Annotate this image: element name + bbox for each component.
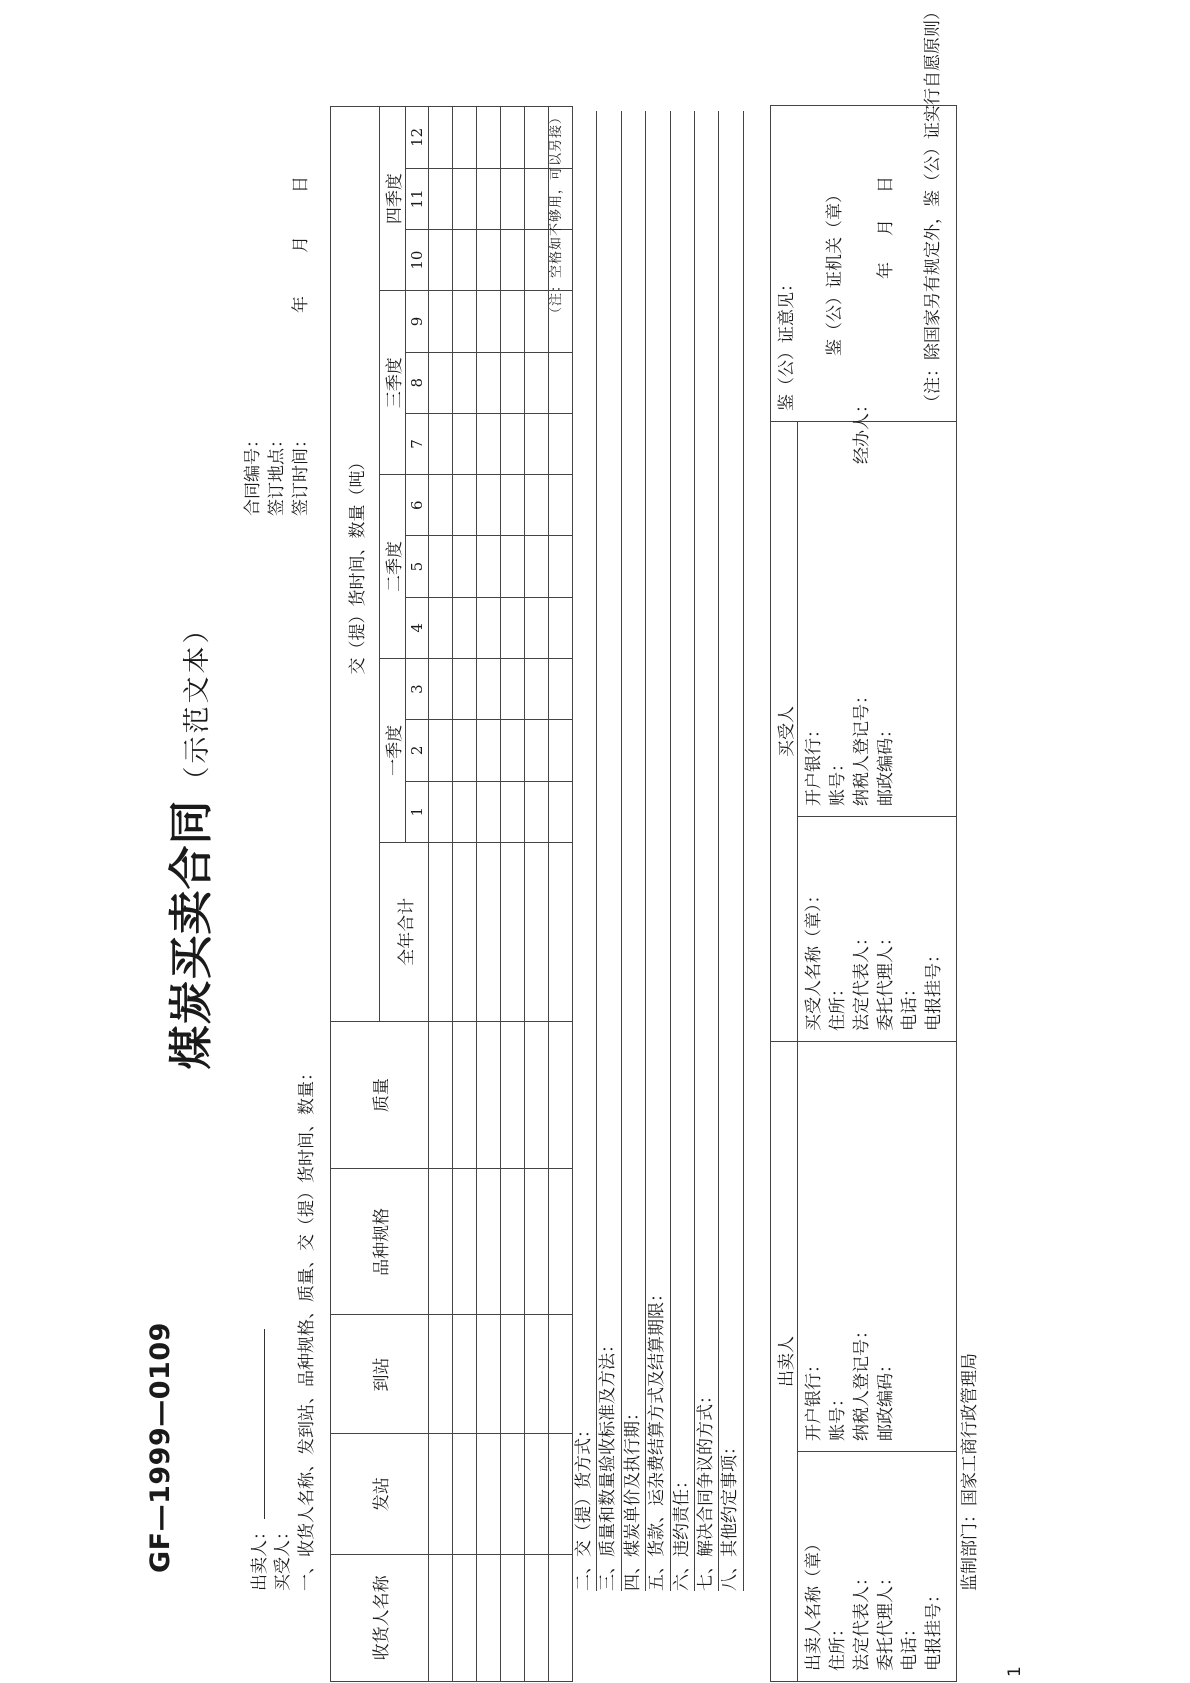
header-month: 3 xyxy=(406,658,429,719)
clause-7: 七、解决合同争议的方式： xyxy=(695,111,719,1591)
notary-month: 月 xyxy=(876,219,896,236)
table-row xyxy=(525,107,549,1682)
header-month: 7 xyxy=(406,413,429,474)
seller-agent-label: 委托代理人： xyxy=(876,1569,896,1671)
notary-date xyxy=(874,176,898,305)
notary-seal-label: 鉴（公）证机关（章） xyxy=(825,186,845,356)
signature-table xyxy=(770,3,957,1682)
seller-postcode-label: 邮政编码： xyxy=(876,1356,896,1441)
header-month: 6 xyxy=(406,475,429,536)
header-month: 9 xyxy=(406,291,429,352)
seller-address-label: 住所： xyxy=(828,1620,848,1671)
table-row xyxy=(477,107,501,1682)
document-code: GF—1999—0109 xyxy=(145,1322,176,1573)
header-month: 8 xyxy=(406,352,429,413)
contract-clauses xyxy=(573,111,744,1591)
notary-note: （注：除国家另有规定外，鉴（公）证实行自愿原则） xyxy=(923,3,943,411)
table-row xyxy=(453,107,477,1682)
document-title-block xyxy=(155,0,219,1683)
notary-section xyxy=(771,3,957,464)
header-month: 10 xyxy=(406,229,429,290)
document-title: 煤炭买卖合同 xyxy=(166,799,217,1070)
header-arrive-station: 到站 xyxy=(331,1315,429,1434)
header-q1: 一季度 xyxy=(380,658,406,842)
header-month: 5 xyxy=(406,536,429,597)
seller-label: 出卖人： xyxy=(250,1523,270,1591)
seller-fields xyxy=(798,1452,957,1682)
sign-place-label: 签订地点： xyxy=(267,431,287,516)
buyer-legal-rep-label: 法定代表人： xyxy=(852,929,872,1031)
clause-8: 八、其他约定事项： xyxy=(719,111,743,1591)
buyer-phone-label: 电话： xyxy=(900,980,920,1031)
clause-5: 五、货款、运杂费结算方式及结算期限： xyxy=(646,111,670,1591)
table-note: （注：空格如不够用，可以另接） xyxy=(549,110,564,321)
buyer-address-label: 住所： xyxy=(828,980,848,1031)
seller-blank xyxy=(250,1329,265,1519)
signature-header-row xyxy=(771,106,798,1682)
sign-time-label: 签订时间： xyxy=(291,431,311,516)
buyer-postcode-label: 邮政编码： xyxy=(876,721,896,806)
clause-1: 一、收货人名称、发到站、品种规格、质量、交（提）货时间、数量： xyxy=(297,1064,317,1591)
seller-phone-label: 电话： xyxy=(900,1620,920,1671)
seller-tax-id-label: 纳税人登记号： xyxy=(852,1322,872,1441)
notary-year: 年 xyxy=(876,262,896,279)
header-month: 4 xyxy=(406,597,429,658)
buyer-bank-label: 开户银行： xyxy=(804,721,824,806)
sign-day-label: 日 xyxy=(291,176,311,193)
buyer-account-label: 账号： xyxy=(828,755,848,806)
clause-4: 四、煤炭单价及执行期： xyxy=(622,111,646,1591)
buyer-name-label: 买受人名称（章）： xyxy=(804,886,824,1031)
sign-year-label: 年 xyxy=(291,296,311,313)
header-month: 12 xyxy=(406,107,429,169)
table-row xyxy=(501,107,525,1682)
notary-day: 日 xyxy=(876,176,896,193)
seller-line xyxy=(245,1329,270,1591)
delivery-schedule-table xyxy=(330,106,573,1682)
header-consignee: 收货人名称 xyxy=(331,1554,429,1681)
header-month: 2 xyxy=(406,720,429,781)
seller-legal-rep-label: 法定代表人： xyxy=(852,1569,872,1671)
table-row xyxy=(549,107,573,1682)
notary-agent-label: 经办人： xyxy=(852,396,872,464)
table-row xyxy=(429,107,453,1682)
buyer-section-title: 买受人 xyxy=(771,422,798,1042)
buyer-fields xyxy=(798,817,957,1042)
sign-month-label: 月 xyxy=(291,236,311,253)
header-depart-station: 发站 xyxy=(331,1434,429,1554)
buyer-bank-fields xyxy=(798,422,957,817)
header-spec: 品种规格 xyxy=(331,1169,429,1315)
header-month: 1 xyxy=(406,781,429,842)
header-delivery: 交（提）货时间、数量（吨） xyxy=(331,107,380,1022)
buyer-telegraph-label: 电报挂号： xyxy=(924,946,944,1031)
seller-section-title: 出卖人 xyxy=(771,1042,798,1682)
header-month: 11 xyxy=(406,168,429,229)
notary-title: 鉴（公）证意见： xyxy=(777,275,797,411)
seller-telegraph-label: 电报挂号： xyxy=(924,1586,944,1671)
buyer-label: 买受人： xyxy=(273,1523,293,1591)
buyer-line xyxy=(268,1523,293,1591)
contract-number-label: 合同编号： xyxy=(243,431,263,516)
table-header-row xyxy=(331,107,380,1682)
supervisor-line: 监制部门：国家工商行政管理局 xyxy=(960,1353,980,1591)
seller-bank-label: 开户银行： xyxy=(804,1356,824,1441)
header-quality: 质量 xyxy=(331,1021,429,1168)
seller-name-label: 出卖人名称（章） xyxy=(804,1535,824,1671)
clause-3: 三、质量和数量验收标准及方法： xyxy=(597,111,621,1591)
clause-6: 六、违约责任： xyxy=(671,111,695,1591)
buyer-tax-id-label: 纳税人登记号： xyxy=(852,687,872,806)
buyer-agent-label: 委托代理人： xyxy=(876,929,896,1031)
clause-2: 二、交（提）货方式： xyxy=(573,111,597,1591)
header-q2: 二季度 xyxy=(380,475,406,659)
seller-account-label: 账号： xyxy=(828,1390,848,1441)
page-number: 1 xyxy=(1005,1666,1025,1677)
seller-bank-fields xyxy=(798,1042,957,1452)
document-subtitle: （示范文本） xyxy=(182,613,213,794)
header-annual-total: 全年合计 xyxy=(380,842,429,1021)
header-q4: 四季度 xyxy=(380,107,406,291)
header-q3: 三季度 xyxy=(380,291,406,475)
